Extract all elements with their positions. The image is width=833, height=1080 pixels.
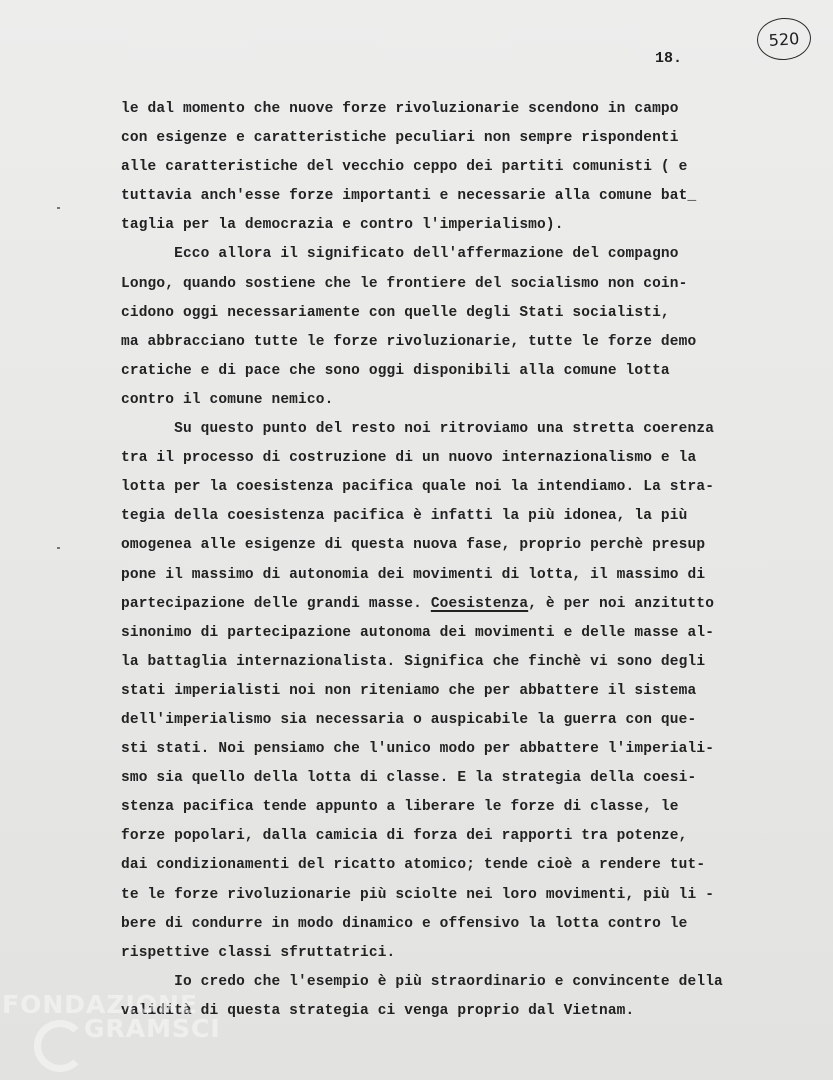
text-line: bere di condurre in modo dinamico e offensivo la lotta contro le xyxy=(121,915,688,932)
page-number: 18. xyxy=(655,50,683,67)
underlined-word: Coesistenza xyxy=(430,595,529,612)
text-line: sinonimo di partecipazione autonoma dei movimenti e delle masse al- xyxy=(121,624,715,641)
text-line: pone il massimo di autonomia dei movimenti di lotta, il massimo di xyxy=(121,566,706,583)
text-line: dell'imperialismo sia necessaria o auspicabile la guerra con que- xyxy=(121,711,697,728)
text-line: le dal momento che nuove forze rivoluzionarie scendono in campo xyxy=(121,101,679,117)
text-line: tra il processo di costruzione di un nuovo internazionalismo e la xyxy=(121,450,697,467)
text-line: omogenea alle esigenze di questa nuova fase, proprio perchè presup xyxy=(121,537,706,554)
text-line: rispettive classi sfruttatrici. xyxy=(121,944,396,961)
text-line: stenza pacifica tende appunto a liberare le forze di classe, le xyxy=(121,799,679,816)
text-line: contro il comune nemico. xyxy=(121,391,334,408)
watermark-line-2: GRAMSCI xyxy=(84,1014,221,1043)
text-line-start: partecipazione delle grandi masse. xyxy=(121,595,422,612)
text-line: ma abbracciano tutte le forze rivoluzionarie, tutte le forze demo xyxy=(121,333,697,350)
watermark-line-1: FONDAZIONE xyxy=(2,990,199,1019)
text-line: sti stati. Noi pensiamo che l'unico modo per abbattere l'imperiali- xyxy=(121,741,715,758)
text-line: la battaglia internazionalista. Significa che finchè vi sono degli xyxy=(121,653,706,670)
text-line: tegia della coesistenza pacifica è infatti la più idonea, la più xyxy=(121,508,688,525)
text-line: Ecco allora il significato dell'affermazione del compagno xyxy=(121,246,679,263)
text-line: lotta per la coesistenza pacifica quale noi la intendiamo. La stra- xyxy=(121,479,715,496)
text-line: forze popolari, dalla camicia di forza dei rapporti tra potenze, xyxy=(121,828,688,845)
text-line: te le forze rivoluzionarie più sciolte nei loro movimenti, più li - xyxy=(121,886,715,903)
gramsci-logo-icon xyxy=(34,1020,86,1072)
text-line: taglia per la democrazia e contro l'imperialismo). xyxy=(121,217,564,234)
text-line: con esigenze e caratteristiche peculiari non sempre rispondenti xyxy=(121,130,679,147)
margin-mark xyxy=(57,547,60,549)
text-line: tuttavia anch'esse forze importanti e necessarie alla comune bat_ xyxy=(121,188,697,205)
margin-mark xyxy=(57,207,60,209)
text-line: dai condizionamenti del ricatto atomico; tende cioè a rendere tut- xyxy=(121,857,706,874)
archive-stamp-number: 520 xyxy=(768,28,800,50)
text-line: cidono oggi necessariamente con quelle degli Stati socialisti, xyxy=(121,304,670,321)
text-line: validità di questa strategia ci venga proprio dal Vietnam. xyxy=(121,1002,635,1019)
text-line: smo sia quello della lotta di classe. E la strategia della coesi- xyxy=(121,770,697,787)
text-line: alle caratteristiche del vecchio ceppo dei partiti comunisti ( e xyxy=(121,159,688,176)
text-line: Io credo che l'esempio è più straordinario e convincente della xyxy=(121,973,723,990)
text-line: Longo, quando sostiene che le frontiere del socialismo non coin- xyxy=(121,275,688,292)
text-line-end: , è per noi anzitutto xyxy=(528,595,715,612)
text-line: cratiche e di pace che sono oggi disponibili alla comune lotta xyxy=(121,362,670,379)
body-text xyxy=(121,95,801,1026)
fondazione-gramsci-watermark xyxy=(0,984,230,1080)
text-line-with-underline xyxy=(121,590,801,619)
archive-stamp xyxy=(756,16,813,62)
text-line: stati imperialisti noi non riteniamo che per abbattere il sistema xyxy=(121,682,697,699)
text-line: Su questo punto del resto noi ritroviamo una stretta coerenza xyxy=(121,421,715,438)
